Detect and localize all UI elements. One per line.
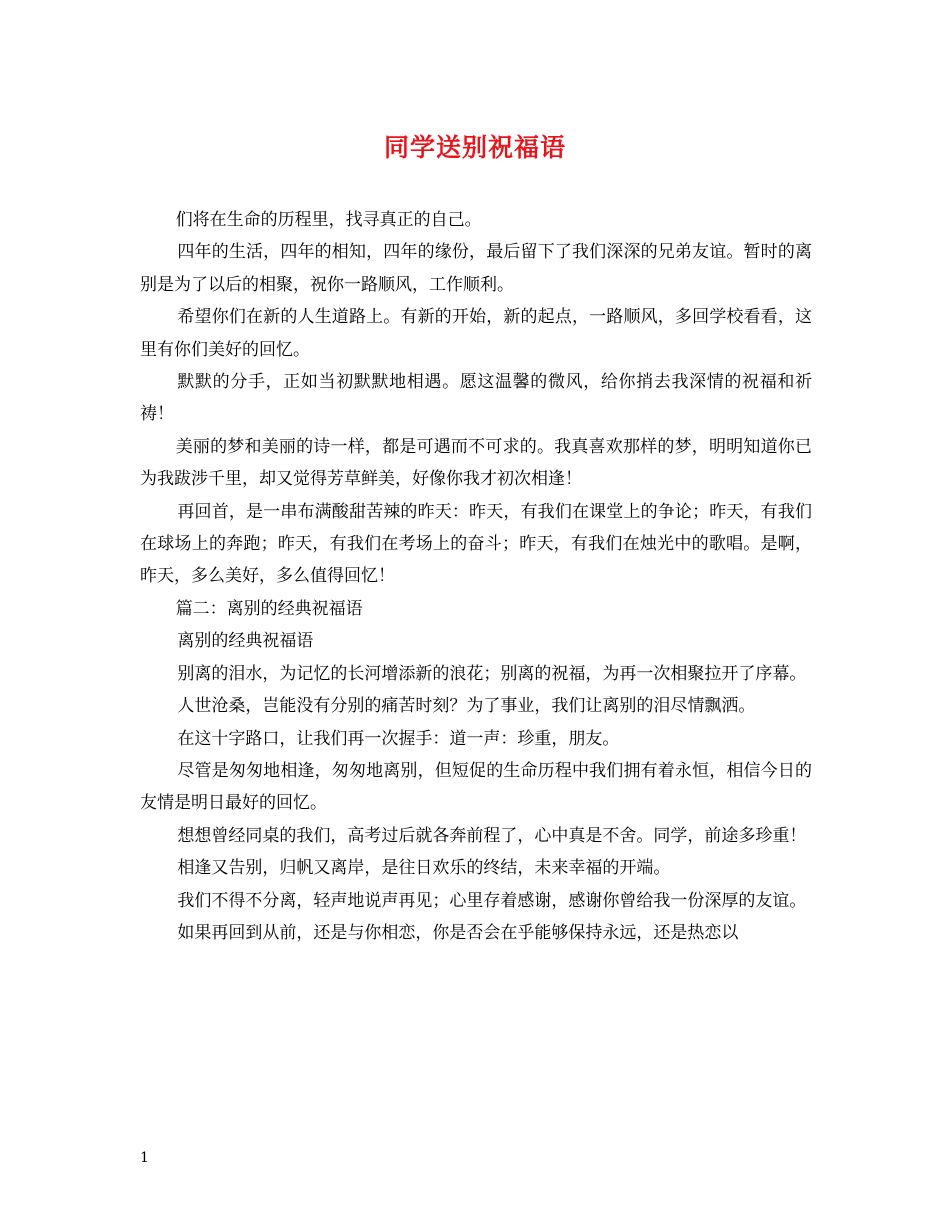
paragraph-4: 默默的分手，正如当初默默地相遇。愿这温馨的微风，给你捎去我深情的祝福和祈祷！ (140, 372, 812, 425)
paragraph-1: 们将在生命的历程里，找寻真正的自己。 (175, 210, 482, 230)
paragraph-6: 再回首，是一串布满酸甜苦辣的昨天：昨天，有我们在课堂上的争论；昨天，有我们在球场上的奔跑；昨天，有我们在考场上的奋斗；昨天，有我们在烛光中的歌唱。是啊，昨天，多么美好，多么值得回忆！ (140, 501, 812, 587)
paragraph-2: 四年的生活，四年的相知，四年的缘份，最后留下了我们深深的兄弟友谊。暂时的离别是为了以后的相聚，祝你一路顺风，工作顺利。 (140, 242, 812, 295)
page-number: 1 (140, 1150, 149, 1166)
document-body (140, 204, 812, 949)
paragraph-10: 尽管是匆匆地相逢，匆匆地离别，但短促的生命历程中我们拥有着永恒，相信今日的友情是明日最好的回忆。 (140, 760, 812, 814)
section-heading: 篇二：离别的经典祝福语 (175, 598, 363, 619)
paragraph-7: 别离的泪水，为记忆的长河增添新的浪花；别离的祝福，为再一次相聚拉开了序幕。 (177, 663, 807, 684)
paragraph-9: 在这十字路口，让我们再一次握手：道一声：珍重，朋友。 (177, 728, 620, 749)
paragraph-8: 人世沧桑，岂能没有分别的痛苦时刻？为了事业，我们让离别的泪尽情飘洒。 (177, 696, 756, 717)
paragraph-13: 我们不得不分离，轻声地说声再见；心里存着感谢，感谢你曾给我一份深厚的友谊。 (177, 890, 807, 911)
paragraph-11: 想想曾经同桌的我们，高考过后就各奔前程了，心中真是不舍。同学，前途多珍重！ (177, 825, 807, 846)
section-subheading: 离别的经典祝福语 (177, 631, 314, 652)
paragraph-14: 如果再回到从前，还是与你相恋，你是否会在乎能够保持永远，还是热恋以 (177, 922, 739, 943)
paragraph-5: 美丽的梦和美丽的诗一样，都是可遇而不可求的。我真喜欢那样的梦，明明知道你已为我跋涉千里，却又觉得芳草鲜美，好像你我才初次相逢！ (140, 436, 812, 490)
paragraph-12: 相逢又告别，归帆又离岸，是往日欢乐的终结，未来幸福的开端。 (177, 858, 671, 879)
paragraph-3: 希望你们在新的人生道路上。有新的开始，新的起点，一路顺风，多回学校看看，这里有你们美好的回忆。 (140, 307, 812, 360)
page-title: 同学送别祝福语 (383, 133, 566, 162)
